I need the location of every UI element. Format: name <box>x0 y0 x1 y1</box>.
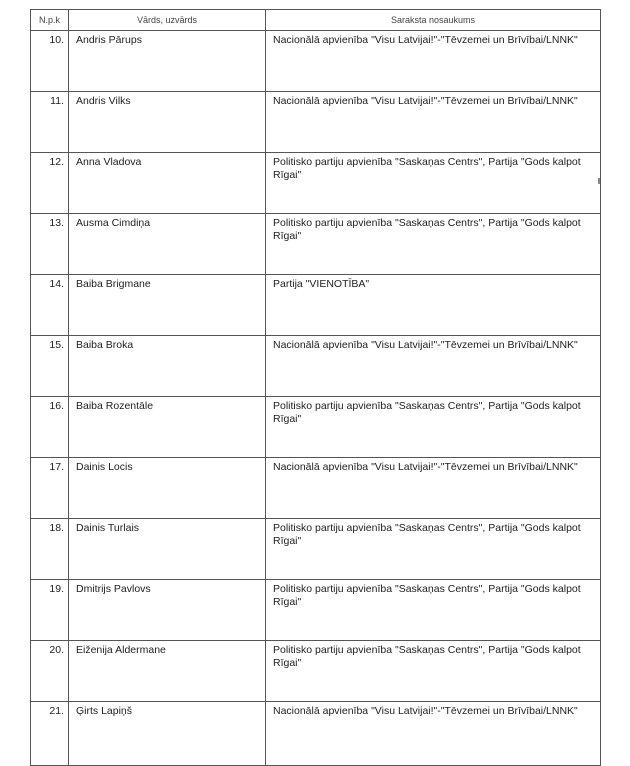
row-number: 14. <box>31 275 69 336</box>
row-name: Baiba Brigmane <box>69 275 266 336</box>
row-number: 12. <box>31 153 69 214</box>
row-list: Politisko partiju apvienība "Saskaņas Centrs", Partija "Gods kalpot Rīgai" <box>266 214 601 275</box>
row-list: Politisko partiju apvienība "Saskaņas Centrs", Partija "Gods kalpot Rīgai" <box>266 153 601 214</box>
row-number: 16. <box>31 397 69 458</box>
row-number: 15. <box>31 336 69 397</box>
row-name: Dainis Locis <box>69 458 266 519</box>
table-row <box>31 702 601 766</box>
row-list: Politisko partiju apvienība "Saskaņas Centrs", Partija "Gods kalpot Rīgai" <box>266 580 601 641</box>
row-number: 21. <box>31 702 69 766</box>
row-name: Baiba Rozentāle <box>69 397 266 458</box>
scan-edge-mark <box>598 178 600 184</box>
row-list: Nacionālā apvienība "Visu Latvijai!"-"Tēvzemei un Brīvībai/LNNK" <box>266 31 601 92</box>
row-number: 19. <box>31 580 69 641</box>
header-row <box>31 10 601 31</box>
header-list: Saraksta nosaukums <box>266 10 601 31</box>
row-number: 17. <box>31 458 69 519</box>
row-list: Politisko partiju apvienība "Saskaņas Centrs", Partija "Gods kalpot Rīgai" <box>266 397 601 458</box>
row-number: 18. <box>31 519 69 580</box>
row-list: Nacionālā apvienība "Visu Latvijai!"-"Tēvzemei un Brīvībai/LNNK" <box>266 458 601 519</box>
row-name: Anna Vladova <box>69 153 266 214</box>
table-row <box>31 92 601 153</box>
row-name: Dainis Turlais <box>69 519 266 580</box>
row-list: Partija "VIENOTĪBA" <box>266 275 601 336</box>
table-row <box>31 458 601 519</box>
row-name: Baiba Broka <box>69 336 266 397</box>
table-row <box>31 336 601 397</box>
table-row <box>31 275 601 336</box>
row-number: 11. <box>31 92 69 153</box>
row-name: Dmitrijs Pavlovs <box>69 580 266 641</box>
row-name: Eiženija Aldermane <box>69 641 266 702</box>
row-number: 20. <box>31 641 69 702</box>
candidate-table <box>30 9 601 766</box>
row-list: Politisko partiju apvienība "Saskaņas Centrs", Partija "Gods kalpot Rīgai" <box>266 641 601 702</box>
row-name: Ausma Cimdiņa <box>69 214 266 275</box>
row-name: Andris Vilks <box>69 92 266 153</box>
row-name: Ģirts Lapiņš <box>69 702 266 766</box>
table-row <box>31 641 601 702</box>
row-number: 10. <box>31 31 69 92</box>
row-list: Nacionālā apvienība "Visu Latvijai!"-"Tēvzemei un Brīvībai/LNNK" <box>266 702 601 766</box>
table-row <box>31 519 601 580</box>
header-name: Vārds, uzvārds <box>69 10 266 31</box>
table-row <box>31 397 601 458</box>
row-list: Nacionālā apvienība "Visu Latvijai!"-"Tēvzemei un Brīvībai/LNNK" <box>266 336 601 397</box>
header-number: N.p.k <box>31 10 69 31</box>
table-row <box>31 31 601 92</box>
row-list: Nacionālā apvienība "Visu Latvijai!"-"Tēvzemei un Brīvībai/LNNK" <box>266 92 601 153</box>
row-number: 13. <box>31 214 69 275</box>
table-row <box>31 580 601 641</box>
row-list: Politisko partiju apvienība "Saskaņas Centrs", Partija "Gods kalpot Rīgai" <box>266 519 601 580</box>
table-row <box>31 153 601 214</box>
row-name: Andris Pārups <box>69 31 266 92</box>
table-row <box>31 214 601 275</box>
